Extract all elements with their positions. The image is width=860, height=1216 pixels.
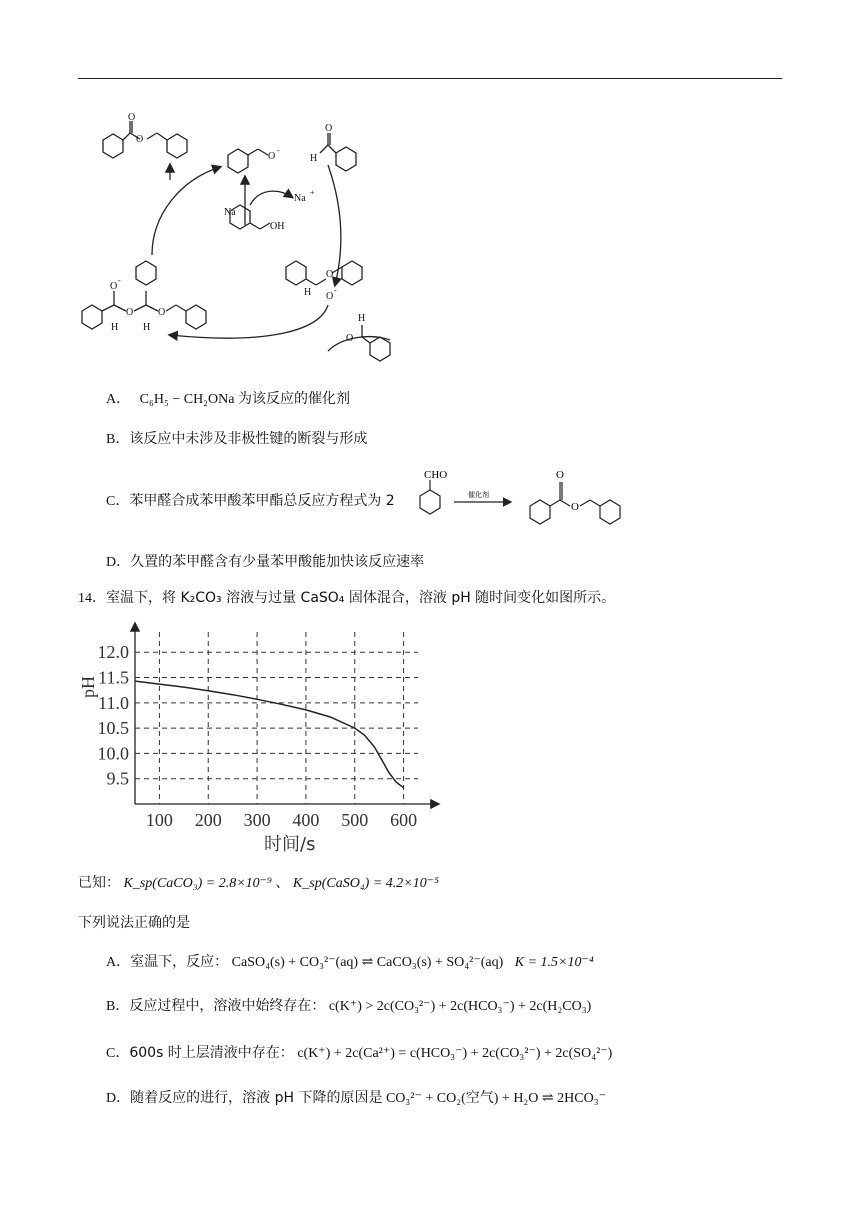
svg-text:O: O <box>326 291 334 302</box>
svg-text:O: O <box>158 307 166 318</box>
q13-option-d: D．久置的苯甲醛含有少量苯甲酸能加快该反应速率 <box>106 554 425 570</box>
x-tick-label: 300 <box>243 810 271 830</box>
q14-option-a-k: K = 1.5×10⁻⁴ <box>514 955 594 970</box>
ksp-caso4: K_sp(CaSO₄) = 4.2×10⁻⁵ <box>292 876 439 891</box>
benzyl-alcohol-structure <box>230 205 270 229</box>
x-tick-label: 100 <box>145 810 173 830</box>
svg-text:+: + <box>310 188 315 197</box>
x-tick-label: 400 <box>292 810 320 830</box>
x-tick-label: 200 <box>194 810 222 830</box>
q14-option-c: C．600s 时上层清液中存在： c(K⁺) + 2c(Ca²⁺) = c(HCO₃⁻) + 2c(CO₃²⁻) + 2c(SO₄²⁻) <box>106 1045 613 1061</box>
chart-y-axis-label: pH <box>78 676 98 698</box>
x-tick-label: 600 <box>390 810 418 830</box>
reaction-mechanism-diagram <box>70 105 430 375</box>
q14-option-a: A．室温下，反应： CaSO₄(s) + CO₃²⁻(aq) ⇌ CaCO₃(s) + SO₄²⁻(aq) K = 1.5×10⁻⁴ <box>106 954 594 970</box>
svg-text:H: H <box>111 322 119 333</box>
na-label: Na <box>224 207 236 218</box>
svg-text:O: O <box>346 333 354 344</box>
ph-time-chart <box>78 612 458 862</box>
aldehyde-h-label: H <box>310 153 318 164</box>
svg-text:O: O <box>325 123 333 134</box>
svg-text:-: - <box>277 146 280 155</box>
q14-option-b: B．反应过程中，溶液中始终存在： c(K⁺) > 2c(CO₃²⁻) + 2c(HCO₃⁻) + 2c(H₂CO₃) <box>106 998 592 1014</box>
svg-text:H: H <box>358 313 366 324</box>
q14-stem <box>78 587 615 607</box>
q14-option-d-equation: CO₃²⁻ + CO₂(空气) + H₂O ⇌ 2HCO₃⁻ <box>385 1091 606 1106</box>
q14-option-a-equation: CaSO₄(s) + CO₃²⁻(aq) ⇌ CaCO₃(s) + SO₄²⁻(aq) <box>231 955 504 970</box>
q14-option-b-equation: c(K⁺) > 2c(CO₃²⁻) + 2c(HCO₃⁻) + 2c(H₂CO₃) <box>328 999 592 1014</box>
svg-text:H: H <box>304 287 312 298</box>
svg-text:O: O <box>126 307 134 318</box>
q14-option-d: D．随着反应的进行，溶液 pH 下降的原因是 CO₃²⁻ + CO₂(空气) + H₂O ⇌ 2HCO₃⁻ <box>106 1090 606 1106</box>
svg-text:-: - <box>118 276 121 285</box>
known-ksp-line: 已知： K_sp(CaCO₃) = 2.8×10⁻⁹ 、 K_sp(CaSO₄) = 4.2×10⁻⁵ <box>78 875 439 891</box>
y-tick-label: 10.0 <box>97 743 129 764</box>
svg-text:O: O <box>556 469 564 481</box>
header-rule <box>78 78 782 79</box>
benzaldehyde-structure-top <box>320 133 356 171</box>
q14-number: 14． <box>78 591 106 606</box>
y-tick-label: 12.0 <box>97 642 129 663</box>
chart-grid <box>135 632 418 804</box>
ph-series-line <box>135 681 404 788</box>
ester-o-label: O <box>136 134 144 145</box>
ksp-caco3: K_sp(CaCO₃) = 2.8×10⁻⁹ <box>123 876 272 891</box>
y-tick-label: 11.0 <box>98 692 129 713</box>
svg-text:O: O <box>110 281 118 292</box>
svg-text:O: O <box>571 501 579 513</box>
y-tick-label: 9.5 <box>106 768 129 789</box>
q14-stem-text: 室温下，将 K₂CO₃ 溶液与过量 CaSO₄ 固体混合，溶液 pH 随时间变化如图所示。 <box>106 590 616 606</box>
oh-label: OH <box>270 221 285 232</box>
q13-option-c-equation <box>410 460 650 530</box>
x-tick-label: 500 <box>341 810 369 830</box>
q14-question: 下列说法正确的是 <box>78 915 190 931</box>
q13-option-a-formula: C₆H₅ − CH₂ONa <box>139 392 235 407</box>
hemiacetal-intermediate-structure <box>286 261 362 285</box>
benzyloxide-structure <box>228 149 268 173</box>
svg-text:O: O <box>128 112 136 123</box>
na-plus-label: Na <box>294 193 306 204</box>
q13-option-c: C．苯甲醛合成苯甲酸苯甲酯总反应方程式为 2 <box>106 493 395 509</box>
alkoxide-o-label: O <box>268 151 276 162</box>
cho-label: CHO <box>424 469 448 481</box>
svg-text:-: - <box>334 286 337 295</box>
q13-option-a: A． C₆H₅ − CH₂ONa 为该反应的催化剂 <box>106 391 350 407</box>
benzaldehyde-structure-bottom <box>362 325 390 361</box>
y-tick-label: 11.5 <box>98 667 129 688</box>
q14-option-c-equation: c(K⁺) + 2c(Ca²⁺) = c(HCO₃⁻) + 2c(CO₃²⁻) + 2c(SO₄²⁻) <box>297 1046 613 1061</box>
catalyst-label: 催化剂 <box>468 491 489 499</box>
chart-x-axis-label: 时间/s <box>264 834 316 855</box>
svg-text:H: H <box>143 322 151 333</box>
acetal-intermediate-structure <box>82 261 206 329</box>
y-tick-label: 10.5 <box>97 718 129 739</box>
svg-text:O: O <box>326 269 334 280</box>
benzyl-benzoate-structure <box>103 121 187 158</box>
q13-option-b: B．该反应中未涉及非极性键的断裂与形成 <box>106 431 368 447</box>
